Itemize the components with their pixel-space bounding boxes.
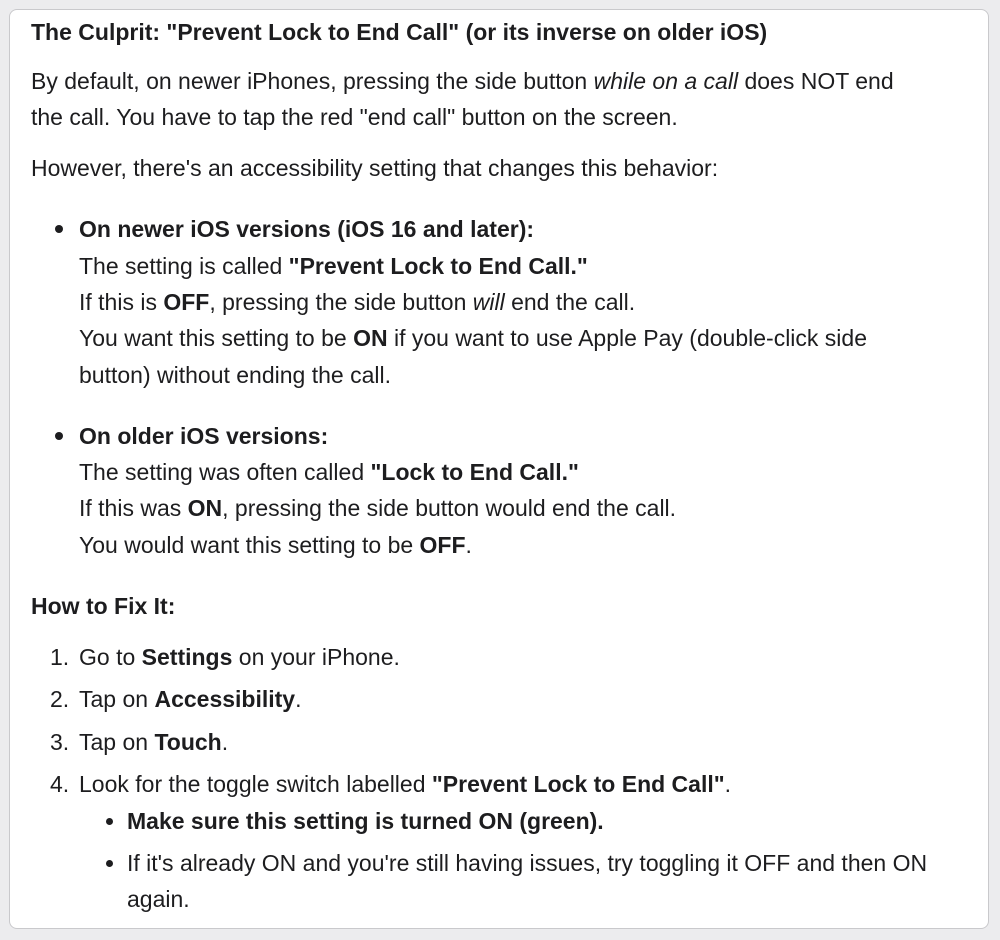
step-3: Tap on Touch. (79, 729, 229, 755)
sub-step-turn-on: Make sure this setting is turned ON (green). (127, 808, 604, 834)
bullet-dot (106, 860, 113, 867)
sub-step-toggle-line1: If it's already ON and you're still having issues, try toggling it OFF and then ON (127, 850, 928, 876)
bullet-dot (55, 225, 63, 233)
older-ios-title: On older iOS versions: (79, 423, 329, 449)
culprit-paragraph-line1: By default, on newer iPhones, pressing the side button while on a call does NOT end (31, 68, 894, 94)
newer-ios-line4: button) without ending the call. (79, 362, 391, 388)
older-ios-line3: You would want this setting to be OFF. (79, 532, 472, 558)
newer-ios-line3: You want this setting to be ON if you want to use Apple Pay (double-click side (79, 325, 867, 351)
older-ios-line2: If this was ON, pressing the side button would end the call. (79, 495, 677, 521)
newer-ios-title: On newer iOS versions (iOS 16 and later): (79, 216, 535, 242)
step-4: Look for the toggle switch labelled "Prevent Lock to End Call". (79, 771, 732, 797)
sub-step-toggle-line2: again. (127, 886, 190, 912)
culprit-heading: The Culprit: "Prevent Lock to End Call" (or its inverse on older iOS) (31, 19, 768, 45)
fix-heading: How to Fix It: (31, 593, 176, 619)
step-number: 4. (50, 771, 70, 797)
step-number: 2. (50, 686, 70, 712)
newer-ios-line2: If this is OFF, pressing the side button will end the call. (79, 289, 636, 315)
bullet-dot (55, 432, 63, 440)
message-card (9, 9, 989, 929)
step-1: Go to Settings on your iPhone. (79, 644, 400, 670)
step-number: 3. (50, 729, 70, 755)
step-number: 1. (50, 644, 70, 670)
culprit-paragraph2: However, there's an accessibility setting that changes this behavior: (31, 155, 719, 181)
older-ios-line1: The setting was often called "Lock to End Call." (79, 459, 579, 485)
culprit-paragraph-line2: the call. You have to tap the red "end call" button on the screen. (31, 104, 678, 130)
step-2: Tap on Accessibility. (79, 686, 302, 712)
bullet-dot (106, 818, 113, 825)
newer-ios-line1: The setting is called "Prevent Lock to End Call." (79, 253, 588, 279)
